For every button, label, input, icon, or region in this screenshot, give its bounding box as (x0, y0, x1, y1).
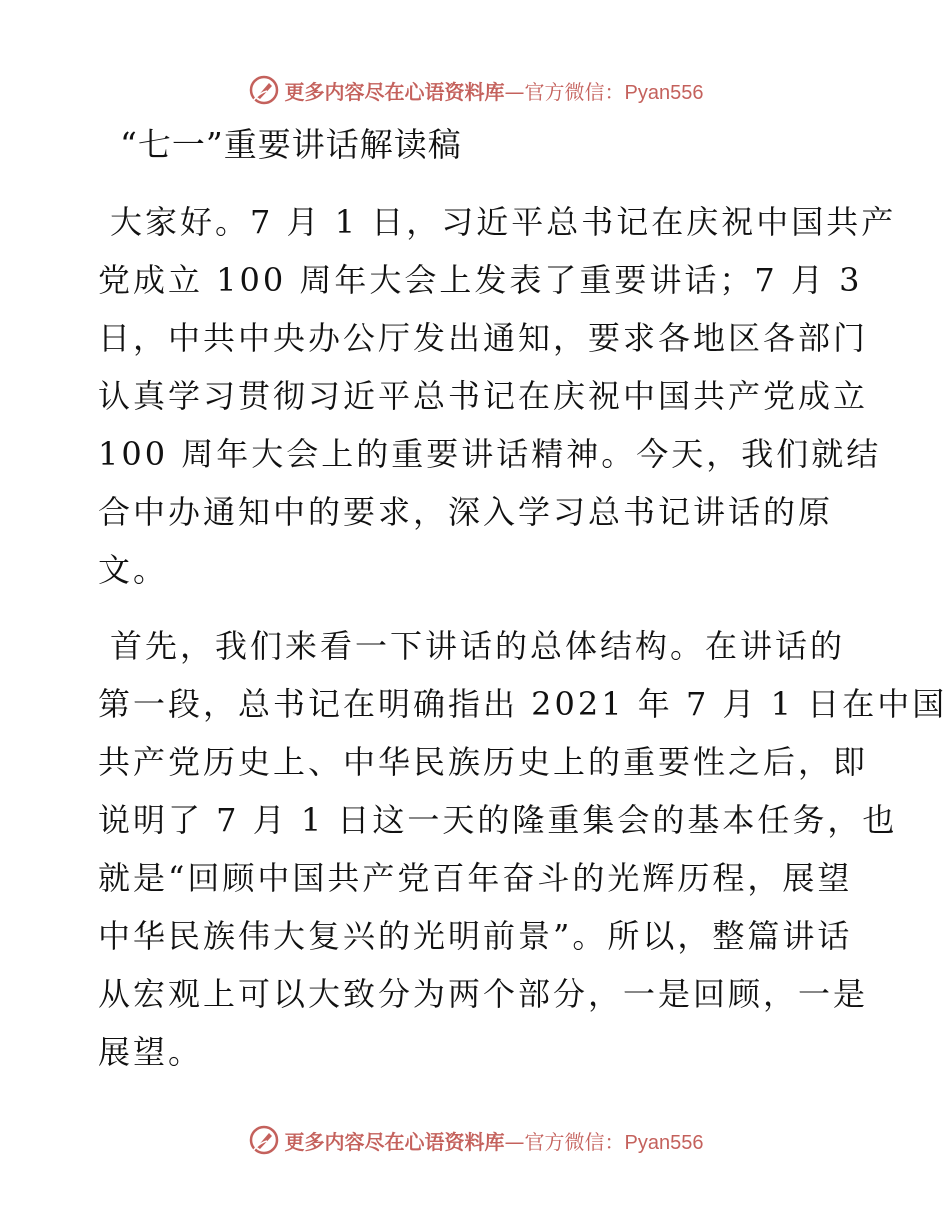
header-dash: — (504, 79, 525, 104)
footer-brand-text: 更多内容尽在心语资料库 (284, 1129, 505, 1154)
header-banner (0, 70, 950, 110)
paragraph-line: 100 周年大会上的重要讲话精神。今天，我们就结 (98, 435, 882, 473)
paragraph-line: 大家好。7 月 1 日，习近平总书记在庆祝中国共产 (110, 203, 897, 241)
paragraph-line: 中华民族伟大复兴的光明前景”。所以，整篇讲话 (98, 917, 853, 955)
paragraph-line: 共产党历史上、中华民族历史上的重要性之后，即 (98, 743, 869, 781)
paragraph-line: 党成立 100 周年大会上发表了重要讲话；7 月 3 (98, 261, 863, 299)
pen-nib-logo-icon (247, 73, 281, 107)
paragraph-line: 认真学习贯彻习近平总书记在庆祝中国共产党成立 (98, 377, 869, 415)
paragraph-line: 首先，我们来看一下讲话的总体结构。在讲话的 (110, 627, 846, 665)
document-title: “七一”重要讲话解读稿 (120, 125, 462, 164)
header-wechat-text: 官方微信：Pyan556 (524, 81, 704, 104)
footer-banner-text (285, 1126, 704, 1155)
footer-banner (0, 1120, 950, 1160)
paragraph-1 (98, 193, 897, 599)
paragraph-line: 合中办通知中的要求，深入学习总书记讲话的原 (98, 493, 834, 531)
paragraph-line: 第一段，总书记在明确指出 2021 年 7 月 1 日在中国 (98, 685, 948, 723)
pen-nib-logo-icon (247, 1123, 281, 1157)
paragraph-line: 展望。 (98, 1033, 204, 1071)
paragraph-line: 就是“回顾中国共产党百年奋斗的光辉历程，展望 (98, 859, 853, 897)
paragraph-2 (98, 617, 948, 1081)
paragraph-line: 说明了 7 月 1 日这一天的隆重集会的基本任务，也 (98, 801, 898, 839)
paragraph-line: 从宏观上可以大致分为两个部分，一是回顾，一是 (98, 975, 869, 1013)
header-banner-text (285, 76, 704, 105)
footer-wechat-text: 官方微信：Pyan556 (524, 1131, 704, 1154)
header-brand-text: 更多内容尽在心语资料库 (284, 79, 505, 104)
footer-dash: — (504, 1129, 525, 1154)
paragraph-line: 日，中共中央办公厅发出通知，要求各地区各部门 (98, 319, 869, 357)
paragraph-line: 文。 (98, 551, 169, 589)
